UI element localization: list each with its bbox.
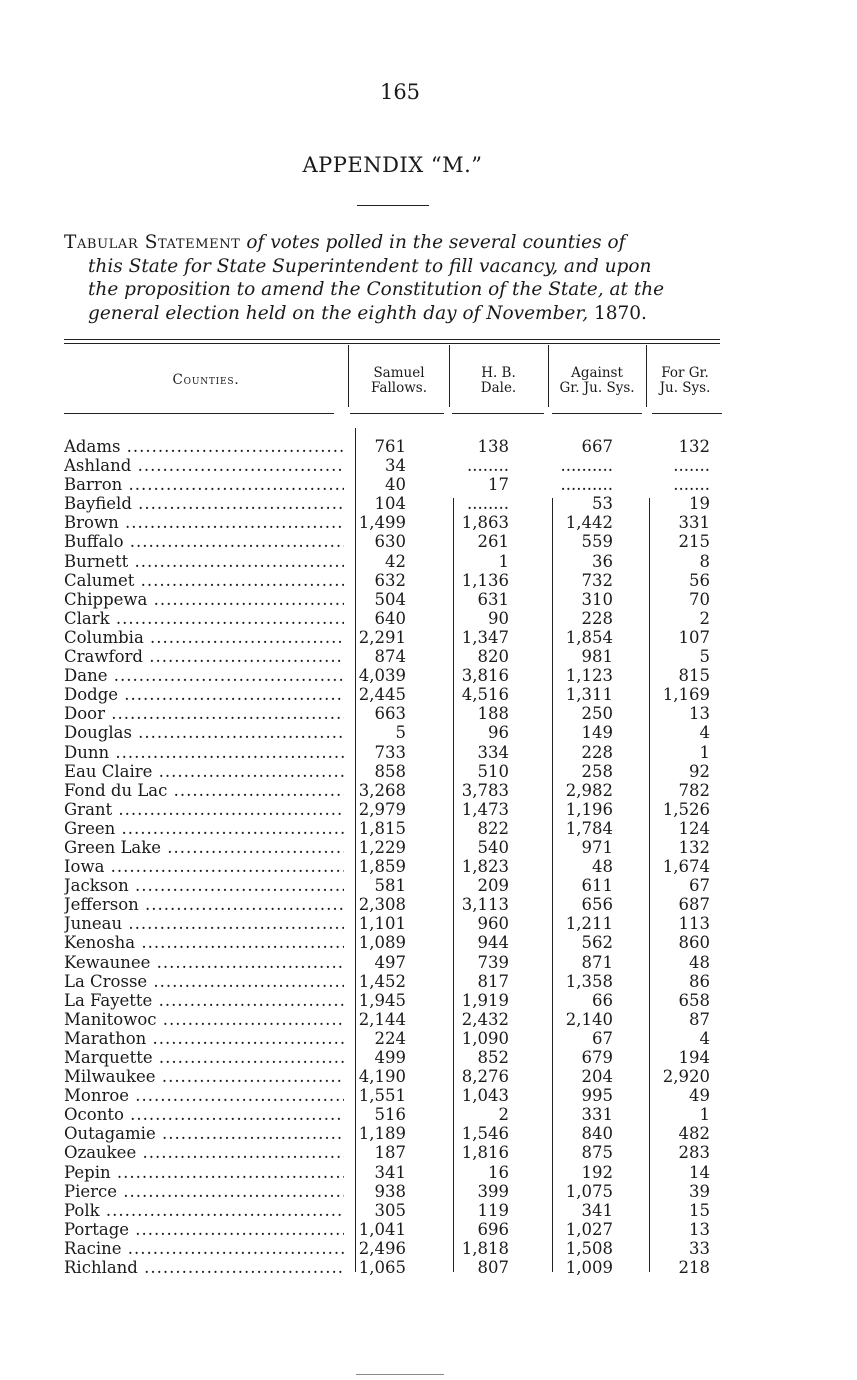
header-text: Gr. Ju. Sys. [559, 380, 635, 396]
cell-samuel-fallows: 187 [374, 1143, 406, 1163]
table-row [64, 1124, 744, 1143]
cell-hb-dale: 90 [488, 608, 509, 628]
cell-against: 679 [581, 1048, 613, 1067]
cell-samuel-fallows: 1,065 [358, 1258, 406, 1278]
cell-hb-dale: 1,473 [461, 799, 509, 819]
table-row [64, 1220, 744, 1239]
cell-samuel-fallows: 663 [374, 704, 406, 724]
county-name: Juneau ..... [64, 914, 344, 933]
cell-against: .......... [560, 475, 613, 495]
cell-for: 283 [678, 1143, 710, 1163]
cell-hb-dale: 1,546 [461, 1124, 509, 1144]
table-row [64, 1029, 744, 1048]
county-name: Monroe ..... [64, 1086, 344, 1105]
county-name: Outagamie ..... [64, 1124, 344, 1143]
county-name: Dodge ..... [64, 685, 344, 704]
cell-hb-dale: 820 [477, 647, 509, 667]
cell-hb-dale: 944 [477, 933, 509, 953]
county-name: Pierce ..... [64, 1182, 344, 1201]
header-for-gr-ju-sys [647, 366, 723, 396]
intro-paragraph [64, 231, 724, 325]
county-name: La Fayette ..... [64, 991, 344, 1010]
cell-samuel-fallows: 4,039 [358, 666, 406, 686]
appendix-title: APPENDIX “M.” [302, 153, 483, 177]
cell-for: 1,526 [662, 799, 710, 819]
table-row [64, 494, 744, 513]
cell-against: 250 [581, 704, 613, 724]
cell-against: 1,027 [565, 1219, 613, 1239]
table-row [64, 743, 744, 762]
table-row [64, 666, 744, 685]
cell-samuel-fallows: 761 [374, 437, 406, 456]
cell-against: 981 [581, 647, 613, 667]
cell-for: 687 [678, 895, 710, 915]
title-divider [357, 205, 429, 206]
cell-samuel-fallows: 1,189 [358, 1124, 406, 1144]
table-top-rule-double [64, 343, 720, 344]
table-row [64, 762, 744, 781]
cell-for: 2,920 [662, 1067, 710, 1087]
cell-hb-dale: ........ [467, 494, 509, 514]
cell-for: 1 [699, 742, 710, 762]
county-name: Dane ..... [64, 666, 344, 685]
table-row [64, 723, 744, 742]
table-row [64, 647, 744, 666]
cell-against: 2,982 [565, 780, 613, 800]
cell-hb-dale: 540 [477, 837, 509, 857]
table-row [64, 781, 744, 800]
cell-for: 56 [689, 570, 710, 590]
cell-samuel-fallows: 34 [385, 456, 406, 476]
table-row [64, 513, 744, 532]
cell-for: 4 [699, 1028, 710, 1048]
cell-against: 559 [581, 532, 613, 552]
county-name: Brown ..... [64, 513, 344, 532]
cell-hb-dale: 3,783 [461, 780, 509, 800]
cell-hb-dale: 960 [477, 914, 509, 934]
table-row [64, 532, 744, 551]
header-against-gr-ju-sys [549, 366, 645, 396]
table-row [64, 1067, 744, 1086]
header-rule [64, 413, 334, 414]
cell-for: 107 [678, 627, 710, 647]
table-row [64, 914, 744, 933]
cell-against: 667 [581, 437, 613, 456]
cell-for: 1,169 [662, 685, 710, 705]
cell-samuel-fallows: 4,190 [358, 1067, 406, 1087]
table-row [64, 895, 744, 914]
cell-against: 656 [581, 895, 613, 915]
cell-hb-dale: 4,516 [461, 685, 509, 705]
cell-samuel-fallows: 2,308 [358, 895, 406, 915]
intro-year: 1870. [593, 302, 647, 324]
cell-for: 113 [678, 914, 710, 934]
county-name: Racine ..... [64, 1239, 344, 1258]
cell-against: 1,123 [565, 666, 613, 686]
table-row [64, 991, 744, 1010]
table-row [64, 876, 744, 895]
cell-samuel-fallows: 632 [374, 570, 406, 590]
cell-samuel-fallows: 1,551 [358, 1086, 406, 1106]
cell-hb-dale: 1,090 [461, 1028, 509, 1048]
county-name: Ashland ..... [64, 456, 344, 475]
cell-samuel-fallows: 858 [374, 761, 406, 781]
cell-for: 482 [678, 1124, 710, 1144]
header-rule [552, 413, 642, 414]
cell-for: 8 [699, 551, 710, 571]
cell-against: 871 [581, 952, 613, 972]
intro-line-4 [64, 302, 724, 326]
cell-hb-dale: 822 [477, 818, 509, 838]
cell-hb-dale: 96 [488, 723, 509, 743]
cell-for: ....... [673, 475, 710, 495]
intro-line-1 [64, 231, 724, 255]
cell-samuel-fallows: 42 [385, 551, 406, 571]
cell-for: 13 [689, 704, 710, 724]
county-name: Marquette ..... [64, 1048, 344, 1067]
county-name: Douglas ..... [64, 723, 344, 742]
cell-against: 66 [592, 990, 613, 1010]
cell-samuel-fallows: 938 [374, 1181, 406, 1201]
cell-hb-dale: 1,818 [461, 1238, 509, 1258]
cell-for: 4 [699, 723, 710, 743]
county-name: Chippewa ..... [64, 590, 344, 609]
page-number: 165 [379, 80, 421, 104]
county-name: Burnett ..... [64, 552, 344, 571]
cell-against: 1,854 [565, 627, 613, 647]
cell-hb-dale: 1,863 [461, 513, 509, 533]
county-name: Clark ..... [64, 609, 344, 628]
table-row [64, 590, 744, 609]
cell-hb-dale: 399 [477, 1181, 509, 1201]
table-row [64, 1163, 744, 1182]
county-name: Columbia ..... [64, 628, 344, 647]
header-rule [652, 413, 722, 414]
cell-for: 1 [699, 1105, 710, 1125]
county-name: Dunn ..... [64, 743, 344, 762]
table-row [64, 571, 744, 590]
cell-against: 1,442 [565, 513, 613, 533]
cell-against: 1,784 [565, 818, 613, 838]
county-name: Jackson ..... [64, 876, 344, 895]
cell-against: 732 [581, 570, 613, 590]
page-bottom-rule [356, 1374, 444, 1375]
county-name: Barron ..... [64, 475, 344, 494]
cell-samuel-fallows: 630 [374, 532, 406, 552]
table-row [64, 857, 744, 876]
table-row [64, 800, 744, 819]
cell-against: 971 [581, 837, 613, 857]
cell-samuel-fallows: 1,041 [358, 1219, 406, 1239]
cell-against: 331 [581, 1105, 613, 1125]
cell-for: 92 [689, 761, 710, 781]
table-row [64, 704, 744, 723]
cell-against: 341 [581, 1200, 613, 1220]
table-row [64, 475, 744, 494]
cell-against: 1,508 [565, 1238, 613, 1258]
header-text: Samuel [373, 365, 425, 381]
cell-samuel-fallows: 2,445 [358, 685, 406, 705]
cell-samuel-fallows: 2,291 [358, 627, 406, 647]
cell-for: 658 [678, 990, 710, 1010]
cell-for: 87 [689, 1009, 710, 1029]
header-text: Dale. [480, 380, 517, 396]
table-row [64, 685, 744, 704]
cell-samuel-fallows: 1,945 [358, 990, 406, 1010]
table-row [64, 1239, 744, 1258]
table-row [64, 1105, 744, 1124]
cell-samuel-fallows: 1,452 [358, 971, 406, 991]
cell-against: 840 [581, 1124, 613, 1144]
cell-for: 49 [689, 1086, 710, 1106]
county-name: Bayfield ..... [64, 494, 344, 513]
cell-hb-dale: 631 [477, 589, 509, 609]
cell-against: 995 [581, 1086, 613, 1106]
cell-samuel-fallows: 1,101 [358, 914, 406, 934]
table-row [64, 456, 744, 475]
cell-for: 2 [699, 608, 710, 628]
county-name: Crawford ..... [64, 647, 344, 666]
cell-hb-dale: 1,347 [461, 627, 509, 647]
county-name: Manitowoc ..... [64, 1010, 344, 1029]
cell-samuel-fallows: 1,089 [358, 933, 406, 953]
county-name: Grant ..... [64, 800, 344, 819]
cell-against: 204 [581, 1067, 613, 1087]
table-row [64, 1010, 744, 1029]
cell-for: 14 [689, 1162, 710, 1182]
cell-for: 331 [678, 513, 710, 533]
cell-hb-dale: 138 [477, 437, 509, 456]
cell-hb-dale: 510 [477, 761, 509, 781]
cell-against: 2,140 [565, 1009, 613, 1029]
cell-hb-dale: 261 [477, 532, 509, 552]
cell-for: 215 [678, 532, 710, 552]
cell-against: .......... [560, 456, 613, 476]
cell-for: 33 [689, 1238, 710, 1258]
county-name: La Crosse ..... [64, 972, 344, 991]
cell-hb-dale: 1,043 [461, 1086, 509, 1106]
cell-for: 218 [678, 1258, 710, 1278]
cell-against: 1,196 [565, 799, 613, 819]
cell-samuel-fallows: 3,268 [358, 780, 406, 800]
cell-samuel-fallows: 2,496 [358, 1238, 406, 1258]
county-name: Calumet ..... [64, 571, 344, 590]
cell-against: 149 [581, 723, 613, 743]
cell-samuel-fallows: 104 [374, 494, 406, 514]
cell-hb-dale: 16 [488, 1162, 509, 1182]
cell-hb-dale: 817 [477, 971, 509, 991]
cell-against: 1,075 [565, 1181, 613, 1201]
cell-samuel-fallows: 224 [374, 1028, 406, 1048]
cell-hb-dale: 852 [477, 1048, 509, 1067]
intro-lead: Tabular Statement [64, 232, 241, 253]
cell-hb-dale: 2,432 [461, 1009, 509, 1029]
cell-for: 5 [699, 647, 710, 667]
table-row [64, 933, 744, 952]
cell-against: 562 [581, 933, 613, 953]
county-name: Richland ..... [64, 1258, 344, 1277]
table-row [64, 1182, 744, 1201]
cell-hb-dale: 3,113 [461, 895, 509, 915]
table-row [64, 1201, 744, 1220]
county-name: Buffalo ..... [64, 532, 344, 551]
cell-samuel-fallows: 640 [374, 608, 406, 628]
intro-line-4-text: general election held on the eighth day of November, [88, 302, 589, 324]
table-top-rule [64, 339, 720, 340]
cell-samuel-fallows: 1,499 [358, 513, 406, 533]
cell-hb-dale: 696 [477, 1219, 509, 1239]
county-name: Kewaunee ..... [64, 953, 344, 972]
county-name: Portage ..... [64, 1220, 344, 1239]
table-row [64, 838, 744, 857]
cell-samuel-fallows: 499 [374, 1048, 406, 1067]
county-name: Green Lake ..... [64, 838, 344, 857]
cell-for: 70 [689, 589, 710, 609]
cell-against: 1,311 [565, 685, 613, 705]
cell-samuel-fallows: 305 [374, 1200, 406, 1220]
cell-against: 1,358 [565, 971, 613, 991]
cell-hb-dale: 2 [498, 1105, 509, 1125]
table-row [64, 552, 744, 571]
cell-samuel-fallows: 581 [374, 876, 406, 896]
cell-samuel-fallows: 2,144 [358, 1009, 406, 1029]
cell-hb-dale: 188 [477, 704, 509, 724]
county-name: Pepin ..... [64, 1163, 344, 1182]
cell-against: 1,211 [565, 914, 613, 934]
county-name: Fond du Lac ..... [64, 781, 344, 800]
cell-hb-dale: 334 [477, 742, 509, 762]
cell-for: 860 [678, 933, 710, 953]
table-row [64, 953, 744, 972]
cell-hb-dale: 119 [477, 1200, 509, 1220]
county-name: Door ..... [64, 704, 344, 723]
table-row [64, 437, 744, 456]
cell-hb-dale: 1 [498, 551, 509, 571]
cell-against: 228 [581, 742, 613, 762]
cell-samuel-fallows: 874 [374, 647, 406, 667]
cell-hb-dale: 1,136 [461, 570, 509, 590]
header-text: For Gr. [661, 365, 709, 381]
cell-against: 192 [581, 1162, 613, 1182]
cell-hb-dale: 209 [477, 876, 509, 896]
table-row [64, 1048, 744, 1067]
cell-for: 124 [678, 818, 710, 838]
header-counties: Counties. [172, 372, 240, 388]
cell-samuel-fallows: 5 [395, 723, 406, 743]
cell-against: 875 [581, 1143, 613, 1163]
header-text: H. B. [481, 365, 516, 381]
cell-against: 36 [592, 551, 613, 571]
cell-for: 1,674 [662, 857, 710, 877]
table-row [64, 1258, 744, 1277]
cell-against: 53 [592, 494, 613, 514]
intro-line-3: the proposition to amend the Constitution of the State, at the [88, 279, 665, 300]
county-name: Iowa ..... [64, 857, 344, 876]
county-name: Adams ..... [64, 437, 344, 456]
county-name: Kenosha ..... [64, 933, 344, 952]
cell-for: ....... [673, 456, 710, 476]
cell-hb-dale: 807 [477, 1258, 509, 1278]
table-row [64, 609, 744, 628]
header-rule [452, 413, 544, 414]
table-row [64, 628, 744, 647]
cell-against: 67 [592, 1028, 613, 1048]
cell-hb-dale: 17 [488, 475, 509, 495]
intro-line-2: this State for State Superintendent to fill vacancy, and upon [88, 255, 652, 277]
county-name: Oconto ..... [64, 1105, 344, 1124]
cell-samuel-fallows: 40 [385, 475, 406, 495]
cell-against: 228 [581, 608, 613, 628]
cell-for: 132 [678, 437, 710, 456]
cell-samuel-fallows: 504 [374, 589, 406, 609]
cell-samuel-fallows: 516 [374, 1105, 406, 1125]
cell-against: 611 [581, 876, 613, 896]
county-name: Green ..... [64, 819, 344, 838]
intro-line-1-text: of votes polled in the several counties of [246, 232, 626, 253]
cell-for: 815 [678, 666, 710, 686]
cell-samuel-fallows: 2,979 [358, 799, 406, 819]
cell-for: 782 [678, 780, 710, 800]
cell-hb-dale: 1,919 [461, 990, 509, 1010]
cell-hb-dale: ........ [467, 456, 509, 476]
cell-samuel-fallows: 1,859 [358, 857, 406, 877]
cell-hb-dale: 739 [477, 952, 509, 972]
cell-samuel-fallows: 1,815 [358, 818, 406, 838]
cell-samuel-fallows: 1,229 [358, 837, 406, 857]
cell-for: 67 [689, 876, 710, 896]
cell-samuel-fallows: 497 [374, 952, 406, 972]
header-text: Against [571, 365, 623, 381]
table-row [64, 819, 744, 838]
county-name: Milwaukee ..... [64, 1067, 344, 1086]
cell-for: 132 [678, 837, 710, 857]
cell-against: 1,009 [565, 1258, 613, 1278]
cell-against: 310 [581, 589, 613, 609]
county-name: Ozaukee ..... [64, 1143, 344, 1162]
county-name: Marathon ..... [64, 1029, 344, 1048]
cell-for: 19 [689, 494, 710, 514]
table-row [64, 972, 744, 991]
table-row [64, 1143, 744, 1162]
cell-against: 258 [581, 761, 613, 781]
header-hb-dale [450, 366, 547, 396]
county-name: Polk ..... [64, 1201, 344, 1220]
cell-for: 86 [689, 971, 710, 991]
cell-samuel-fallows: 733 [374, 742, 406, 762]
table-row [64, 1086, 744, 1105]
cell-for: 194 [678, 1048, 710, 1067]
header-text: Fallows. [370, 380, 428, 396]
cell-for: 39 [689, 1181, 710, 1201]
cell-for: 13 [689, 1219, 710, 1239]
cell-against: 48 [592, 857, 613, 877]
column-divider [348, 345, 349, 407]
cell-hb-dale: 8,276 [461, 1067, 509, 1087]
cell-samuel-fallows: 341 [374, 1162, 406, 1182]
header-text: Ju. Sys. [659, 380, 711, 396]
cell-for: 48 [689, 952, 710, 972]
table-body [64, 437, 744, 1277]
header-rule [350, 413, 444, 414]
cell-for: 15 [689, 1200, 710, 1220]
header-samuel-fallows [350, 366, 448, 396]
cell-hb-dale: 1,816 [461, 1143, 509, 1163]
cell-hb-dale: 3,816 [461, 666, 509, 686]
cell-hb-dale: 1,823 [461, 857, 509, 877]
county-name: Eau Claire ..... [64, 762, 344, 781]
county-name: Jefferson ..... [64, 895, 344, 914]
